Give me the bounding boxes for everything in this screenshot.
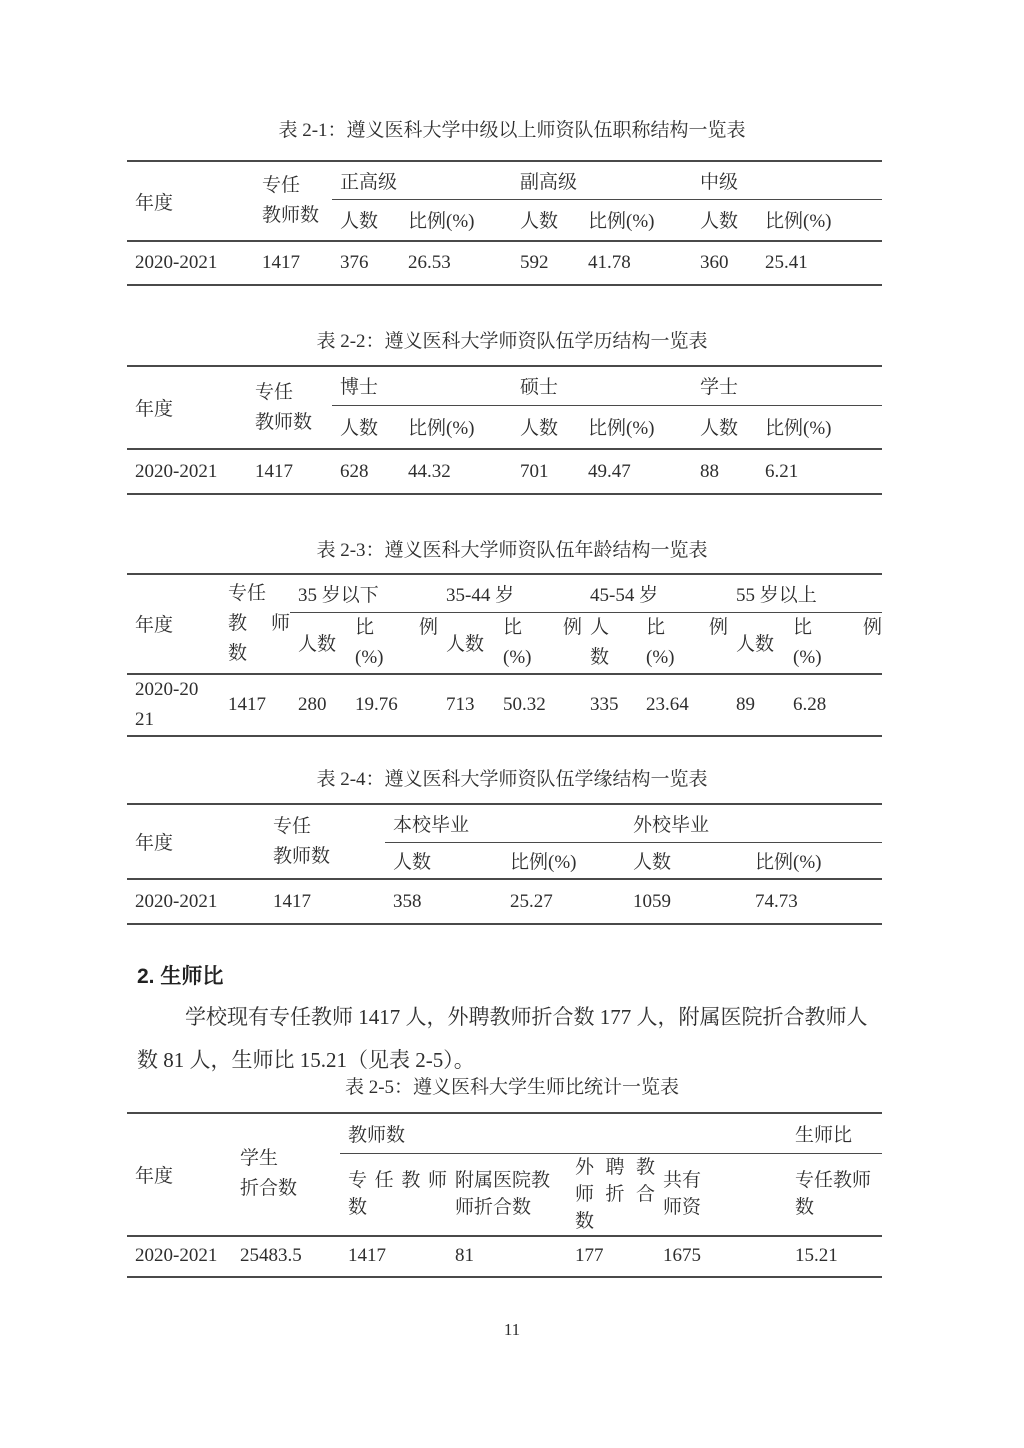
t2-sub-ratio-3: 比例(%)	[765, 418, 832, 440]
t5-students-header-line1: 学生	[240, 1148, 279, 1170]
t3-sub-ratio-1-line1: 比例	[355, 616, 439, 638]
t4-cell-p1: 25.27	[502, 879, 625, 924]
t2-cell-total: 1417	[247, 449, 332, 494]
t2-sub-count-3: 人数	[700, 418, 739, 440]
table-2-1-group-header-row	[127, 161, 882, 199]
t2-cell-n2: 701	[512, 449, 580, 494]
t5-sub-hospital	[447, 1153, 567, 1236]
t3-sub-ratio-2-line2: (%)	[503, 646, 532, 668]
t2-cell-n3: 88	[692, 449, 757, 494]
t4-year-header: 年度	[135, 833, 174, 854]
t1-sub-count-1: 人数	[340, 211, 379, 233]
t3-cell-p2: 50.32	[495, 674, 582, 736]
table-2-5-title: 表 2-5：遵义医科大学生师比统计一览表	[344, 1077, 680, 1098]
t1-sub-ratio-2: 比例(%)	[588, 211, 655, 233]
t3-sub-ratio-3-line2: (%)	[646, 646, 675, 668]
t1-cell-p3: 25.41	[757, 241, 882, 285]
table-2-5-group-header-row	[127, 1113, 882, 1153]
t1-group-intermediate: 中级	[692, 161, 882, 199]
t3-group-35-44: 35-44 岁	[438, 574, 582, 612]
t1-cell-n3: 360	[692, 241, 757, 285]
t2-sub-count-1: 人数	[340, 418, 379, 440]
t5-students-header	[232, 1113, 340, 1236]
table-2-4	[127, 803, 882, 925]
table-2-1-title: 表 2-1：遵义医科大学中级以上师资队伍职称结构一览表	[278, 120, 746, 141]
t5-sub-hospital-line1: 附属医院教	[455, 1170, 551, 1191]
t5-cell-external: 177	[567, 1236, 655, 1277]
t1-year-header: 年度	[135, 192, 174, 214]
t1-cell-n2: 592	[512, 241, 580, 285]
t5-cell-fulltime: 1417	[340, 1236, 447, 1277]
t3-sub-ratio-2	[495, 612, 582, 674]
t5-sub-fulltime-line2: 数	[348, 1197, 368, 1218]
table-2-1	[127, 160, 882, 286]
t5-sub-total-line2: 师资	[663, 1197, 702, 1218]
t3-sub-ratio-4-line1: 比例	[793, 616, 883, 638]
t3-cell-p4: 6.28	[785, 674, 882, 736]
t5-cell-ratio: 15.21	[787, 1236, 882, 1277]
t5-sub-external	[567, 1153, 655, 1236]
t5-cell-students: 25483.5	[232, 1236, 340, 1277]
t4-cell-n1: 358	[385, 879, 502, 924]
table-2-2	[127, 365, 882, 495]
paragraph-line-1: 学校现有专任教师 1417 人，外聘教师折合数 177 人，附属医院折合教师人	[185, 1005, 868, 1029]
t2-cell-n1: 628	[332, 449, 400, 494]
t2-cell-p2: 49.47	[580, 449, 692, 494]
t4-sub-ratio-1: 比例(%)	[510, 851, 577, 873]
t4-cell-total: 1417	[265, 879, 385, 924]
section-heading: 2. 生师比	[137, 965, 224, 988]
table-2-1-data-row	[127, 241, 882, 285]
table-2-2-title: 表 2-2：遵义医科大学师资队伍学历结构一览表	[316, 331, 708, 352]
t4-fulltime-header	[265, 804, 385, 879]
table-2-4-group-header-row	[127, 804, 882, 842]
t1-fulltime-header	[254, 161, 332, 241]
t5-sub-total-line1: 共有	[663, 1170, 702, 1191]
t3-group-45-54: 45-54 岁	[582, 574, 728, 612]
t3-cell-p1: 19.76	[347, 674, 438, 736]
t5-sub-ratio-fulltime-line1: 专任教师	[795, 1170, 872, 1191]
t1-fulltime-header-line2: 教师数	[262, 205, 320, 226]
t5-sub-external-line1: 外聘教	[575, 1156, 655, 1178]
t4-sub-count-1: 人数	[393, 851, 432, 873]
t3-sub-count-3	[582, 612, 638, 674]
page-number: 11	[503, 1320, 521, 1339]
t4-group-other-school: 外校毕业	[625, 804, 882, 842]
paragraph-line-2: 数 81 人，生师比 15.21（见表 2-5）。	[137, 1048, 475, 1072]
t3-cell-year-line1: 2020-20	[135, 678, 199, 700]
t1-group-associate: 副高级	[512, 161, 692, 199]
t2-sub-count-2: 人数	[520, 418, 559, 440]
t4-cell-p2: 74.73	[747, 879, 882, 924]
t3-fulltime-header-line1: 专任	[228, 582, 267, 604]
t3-fulltime-header-line2: 教师	[228, 612, 290, 634]
t3-cell-n2: 713	[438, 674, 495, 736]
table-2-5	[127, 1112, 882, 1278]
t4-fulltime-header-line2: 教师数	[273, 845, 331, 867]
t1-cell-n1: 376	[332, 241, 400, 285]
table-2-2-group-header-row	[127, 366, 882, 405]
t3-sub-ratio-3-line1: 比例	[646, 616, 729, 638]
t3-cell-n4: 89	[728, 674, 785, 736]
t2-cell-year: 2020-2021	[127, 449, 247, 494]
t3-group-under35: 35 岁以下	[290, 574, 438, 612]
t5-sub-fulltime	[340, 1153, 447, 1236]
t4-sub-ratio-2: 比例(%)	[755, 851, 822, 873]
t2-sub-ratio-2: 比例(%)	[588, 418, 655, 440]
t4-group-own-school: 本校毕业	[385, 804, 625, 842]
t3-cell-p3: 23.64	[638, 674, 728, 736]
table-2-2-data-row	[127, 449, 882, 494]
t2-year-header: 年度	[135, 399, 174, 420]
t5-cell-total: 1675	[655, 1236, 787, 1277]
t3-year-header: 年度	[135, 615, 174, 637]
t3-sub-ratio-1-line2: (%)	[355, 646, 384, 668]
t2-cell-p1: 44.32	[400, 449, 512, 494]
t1-sub-count-3: 人数	[700, 211, 739, 233]
t3-group-over55: 55 岁以上	[728, 574, 882, 612]
t1-fulltime-header-line1: 专任	[262, 175, 301, 196]
t3-sub-ratio-3	[638, 612, 728, 674]
t5-year-header: 年度	[135, 1165, 174, 1187]
table-2-4-title: 表 2-4：遵义医科大学师资队伍学缘结构一览表	[316, 769, 708, 790]
t3-sub-count-2: 人数	[446, 634, 485, 655]
t4-cell-n2: 1059	[625, 879, 747, 924]
t5-cell-hospital: 81	[447, 1236, 567, 1277]
t1-sub-ratio-3: 比例(%)	[765, 211, 832, 233]
t5-sub-hospital-line2: 师折合数	[455, 1197, 532, 1218]
t5-cell-year: 2020-2021	[127, 1236, 232, 1277]
t2-fulltime-header-line2: 教师数	[255, 411, 313, 433]
t3-cell-n3: 335	[582, 674, 638, 736]
t2-group-doctor: 博士	[332, 366, 512, 405]
t5-sub-fulltime-line1: 专任教师	[348, 1170, 447, 1191]
table-2-3-title: 表 2-3：遵义医科大学师资队伍年龄结构一览表	[316, 540, 708, 561]
t2-group-bachelor: 学士	[692, 366, 882, 405]
t5-sub-total	[655, 1153, 787, 1236]
t2-cell-p3: 6.21	[757, 449, 882, 494]
table-2-3-group-header-row	[127, 574, 882, 612]
t3-sub-ratio-4-line2: (%)	[793, 646, 822, 668]
t1-sub-count-2: 人数	[520, 211, 559, 233]
t1-cell-p2: 41.78	[580, 241, 692, 285]
t3-sub-count-4: 人数	[736, 634, 775, 655]
t5-sub-ratio-fulltime	[787, 1153, 882, 1236]
table-2-4-data-row	[127, 879, 882, 924]
table-2-3	[127, 573, 882, 737]
t3-fulltime-header-line3: 数	[228, 642, 248, 664]
table-2-5-data-row	[127, 1236, 882, 1277]
t5-group-ratio: 生师比	[787, 1113, 882, 1153]
t3-cell-total: 1417	[220, 674, 290, 736]
t3-fulltime-header	[220, 574, 290, 674]
t5-students-header-line2: 折合数	[240, 1178, 298, 1200]
t2-group-master: 硕士	[512, 366, 692, 405]
t3-sub-count-3-line2: 数	[590, 646, 610, 668]
t3-sub-count-1: 人数	[298, 634, 337, 655]
t4-sub-count-2: 人数	[633, 851, 672, 873]
t2-fulltime-header-line1: 专任	[255, 381, 294, 403]
t5-group-teachers: 教师数	[340, 1113, 787, 1153]
t3-sub-ratio-2-line1: 比例	[503, 616, 583, 638]
t3-sub-count-3-line1: 人	[590, 616, 610, 638]
t4-fulltime-header-line1: 专任	[273, 815, 312, 837]
t5-sub-external-line2: 师折合	[575, 1183, 655, 1205]
t5-sub-external-line3: 数	[575, 1210, 595, 1232]
t3-cell-year-line2: 21	[135, 708, 154, 730]
t2-sub-ratio-1: 比例(%)	[408, 418, 475, 440]
t3-cell-year	[127, 674, 220, 736]
t1-cell-year: 2020-2021	[127, 241, 254, 285]
table-2-3-data-row	[127, 674, 882, 736]
t3-sub-ratio-4	[785, 612, 882, 674]
t1-group-senior: 正高级	[332, 161, 512, 199]
t3-cell-n1: 280	[290, 674, 347, 736]
t2-fulltime-header	[247, 366, 332, 449]
t5-sub-ratio-fulltime-line2: 数	[795, 1197, 815, 1218]
t1-cell-p1: 26.53	[400, 241, 512, 285]
t3-sub-ratio-1	[347, 612, 438, 674]
t4-cell-year: 2020-2021	[127, 879, 265, 924]
t1-sub-ratio-1: 比例(%)	[408, 211, 475, 233]
t1-cell-total: 1417	[254, 241, 332, 285]
